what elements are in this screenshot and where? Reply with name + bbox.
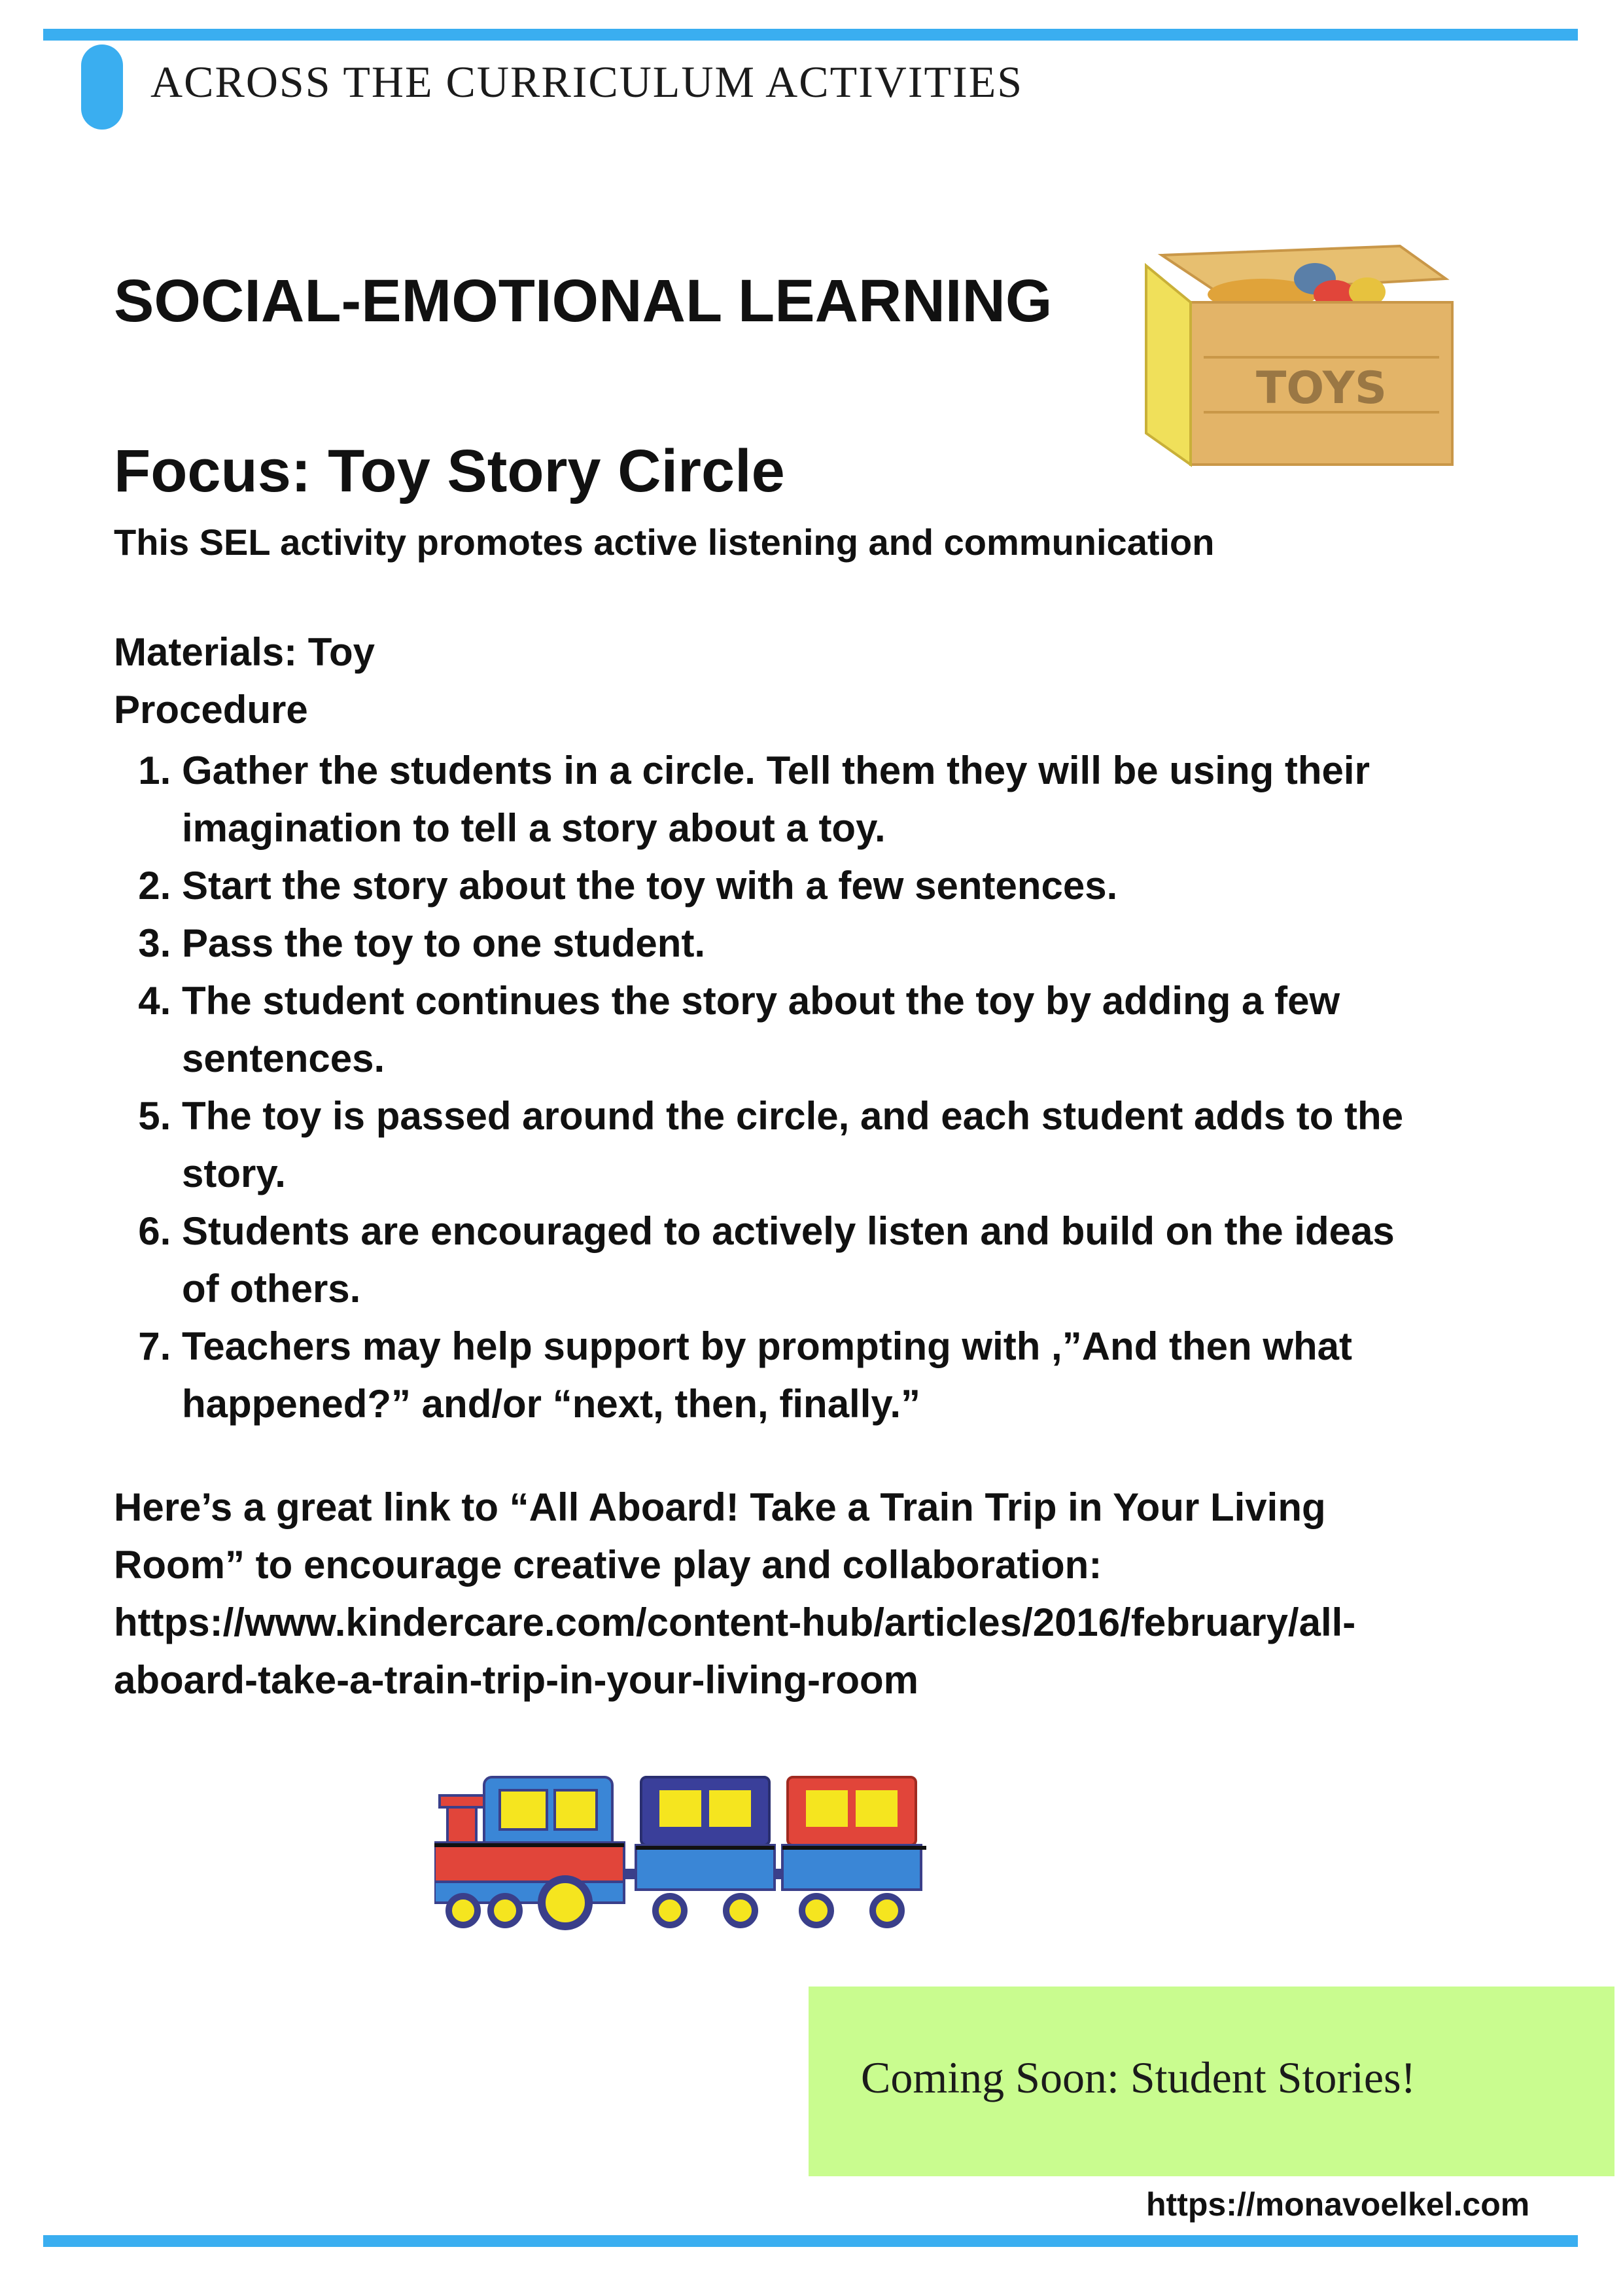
top-rule	[43, 29, 1578, 41]
toy-box-label: TOYS	[1256, 362, 1387, 414]
procedure-step-2: 2. Start the story about the toy with a few sentences.	[182, 857, 1438, 915]
footer-url[interactable]: https://monavoelkel.com	[1146, 2186, 1530, 2223]
procedure-label: Procedure	[114, 688, 308, 732]
toy-box-illustration	[1138, 239, 1465, 482]
procedure-step-5: 5. The toy is passed around the circle, and each student adds to the story.	[182, 1087, 1438, 1203]
bottom-rule	[43, 2235, 1578, 2247]
materials-text: Materials: Toy	[114, 630, 375, 674]
section-title: SOCIAL-EMOTIONAL LEARNING	[114, 268, 1053, 334]
procedure-step-1: 1. Gather the students in a circle. Tell them they will be using their imagination to tell a story about a toy.	[182, 742, 1438, 857]
coming-soon-banner	[809, 1987, 1614, 2176]
resource-link-paragraph: Here’s a great link to “All Aboard! Take a Train Trip in Your Living Room” to encourage creative play and collaboration: https://www.kindercare.com/content-hub/articles/2016/february/all-aboard-take-a-train-trip-in-your-living-room	[114, 1485, 1356, 1702]
header-pill-marker	[81, 44, 123, 130]
procedure-step-3: 3. Pass the toy to one student.	[182, 915, 1438, 972]
train-illustration	[434, 1767, 1089, 1950]
intro-text: This SEL activity promotes active listening and communication	[114, 521, 1215, 563]
focus-title: Focus: Toy Story Circle	[114, 438, 785, 504]
procedure-step-7: 7. Teachers may help support by prompting with ,”And then what happened?” and/or “next, then, finally.”	[182, 1318, 1438, 1433]
procedure-step-4: 4. The student continues the story about the toy by adding a few sentences.	[182, 972, 1438, 1087]
procedure-step-6: 6. Students are encouraged to actively listen and build on the ideas of others.	[182, 1203, 1438, 1318]
procedure-steps-list	[182, 742, 1438, 1433]
header-title: ACROSS THE CURRICULUM ACTIVITIES	[150, 57, 1024, 107]
coming-soon-text: Coming Soon: Student Stories!	[861, 2053, 1416, 2102]
